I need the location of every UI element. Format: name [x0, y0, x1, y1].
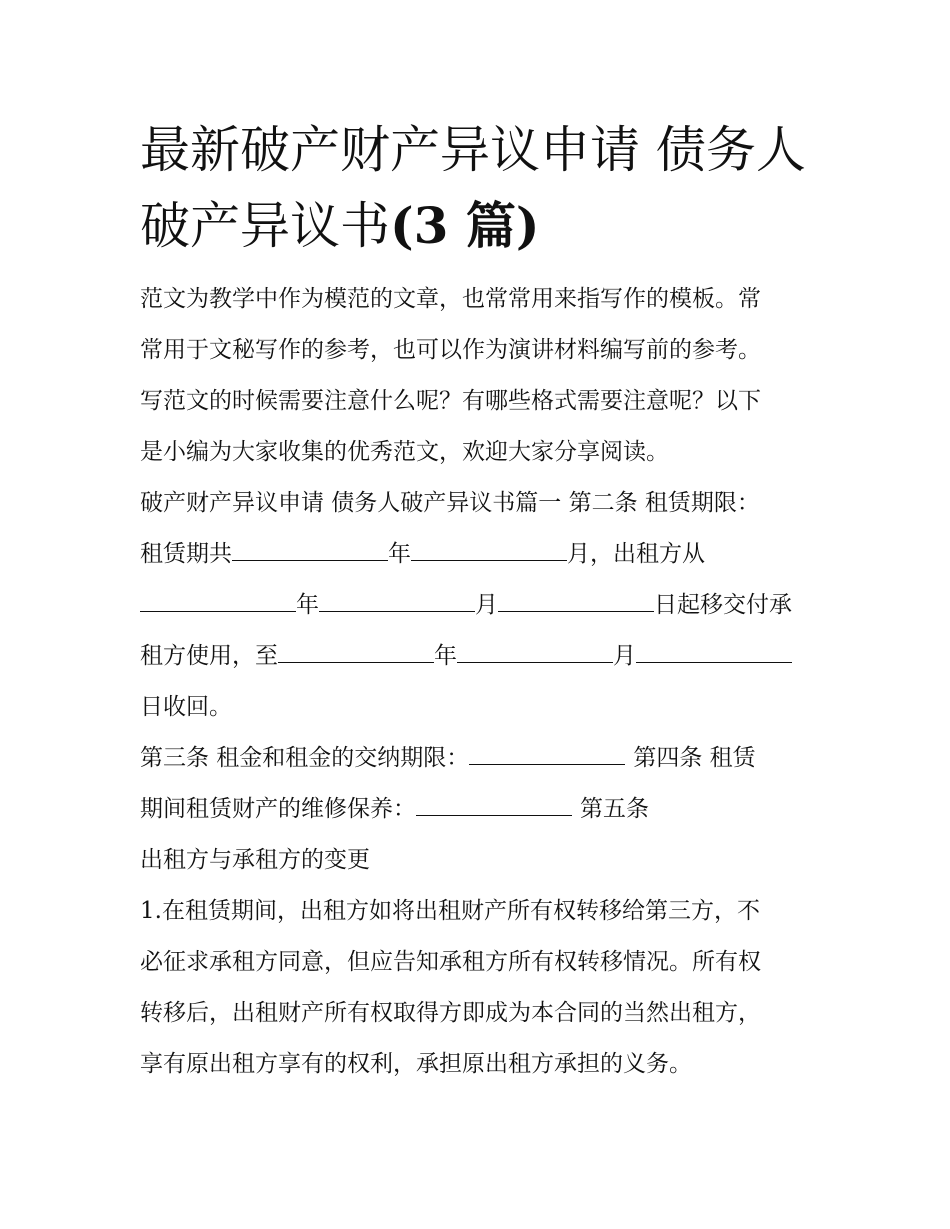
blank-field [498, 589, 654, 612]
article-3-line [140, 733, 820, 784]
blank-field [140, 589, 296, 612]
article-5: 第五条 [580, 796, 649, 822]
blank-field [232, 538, 388, 561]
intro-line: 是小编为大家收集的优秀范文，欢迎大家分享阅读。 [140, 439, 669, 465]
title-count: (3 篇) [390, 196, 540, 255]
intro-line: 常用于文秘写作的参考，也可以作为演讲材料编写前的参考。 [140, 337, 761, 363]
intro-line: 范文为教学中作为模范的文章，也常常用来指写作的模板。常 [140, 286, 761, 312]
article-4: 第四条 租赁 [633, 745, 756, 771]
clause-line: 必征求承租方同意，但应告知承租方所有权转移情况。所有权 [140, 949, 761, 975]
clause-line: 转移后，出租财产所有权取得方即成为本合同的当然出租方， [140, 1000, 761, 1026]
blank-field [469, 742, 625, 765]
article-4-text: 期间租赁财产的维修保养： [140, 796, 416, 822]
article-heading: 破产财产异议申请 债务人破产异议书篇一 第二条 租赁期限： [140, 490, 760, 516]
month-label: 月 [567, 541, 590, 567]
blank-field [411, 538, 567, 561]
year-label: 年 [434, 643, 457, 669]
use-line [140, 631, 820, 682]
clause-line: 1.在租赁期间，出租方如将出租财产所有权转移给第三方，不 [140, 898, 760, 924]
month-label: 月 [475, 592, 498, 618]
article-4-line [140, 784, 820, 835]
article-5-title: 出租方与承租方的变更 [140, 847, 370, 873]
recover-line: 日收回。 [140, 694, 232, 720]
year-label: 年 [296, 592, 319, 618]
month-label: 月 [613, 643, 636, 669]
clause-line: 享有原出租方享有的权利，承担原出租方承担的义务。 [140, 1051, 692, 1077]
lease-term-line [140, 529, 820, 580]
blank-field [416, 793, 572, 816]
title-line-1: 最新破产财产异议申请 债务人 [140, 121, 806, 179]
blank-field [457, 640, 613, 663]
blank-field [319, 589, 475, 612]
blank-field [636, 640, 792, 663]
lease-prefix: 租赁期共 [140, 541, 232, 567]
lessee-use: 租方使用，至 [140, 643, 278, 669]
article-body [140, 478, 820, 1090]
day-deliver: 日起移交付承 [654, 592, 792, 618]
delivery-line [140, 580, 820, 631]
document-title [140, 112, 820, 264]
title-line-2 [140, 188, 820, 264]
title-line-2-text: 破产异议书 [140, 197, 390, 255]
year-label: 年 [388, 541, 411, 567]
lessor-from: ，出租方从 [590, 541, 705, 567]
article-3: 第三条 租金和租金的交纳期限： [140, 745, 470, 771]
blank-field [278, 640, 434, 663]
intro-paragraph [140, 274, 820, 478]
intro-line: 写范文的时候需要注意什么呢？有哪些格式需要注意呢？以下 [140, 388, 761, 414]
